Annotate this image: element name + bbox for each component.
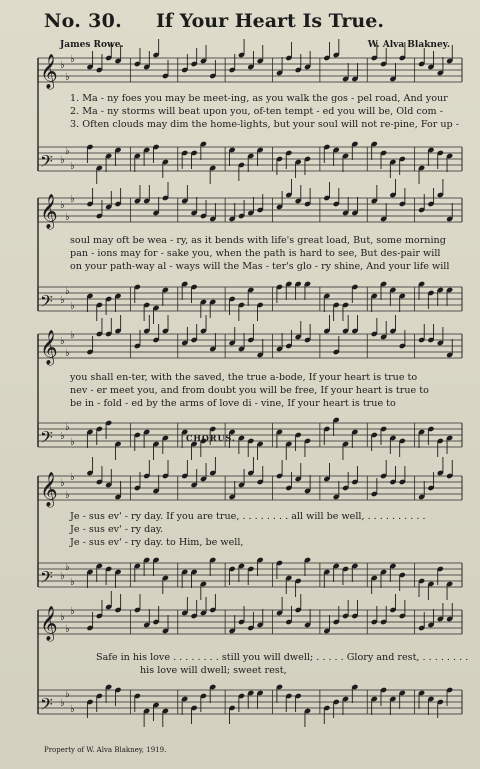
svg-text:♭: ♭ (60, 698, 65, 709)
svg-text:𝄢: 𝄢 (40, 694, 53, 718)
svg-text:♭: ♭ (70, 330, 75, 341)
svg-text:♭: ♭ (60, 612, 65, 623)
lyric-line: his love will dwell; sweet rest, (140, 665, 287, 676)
lyric-line: Safe in his love . . . . . . . . still you will dwell; . . . . . Glory and rest, . . . . . . . . (96, 652, 469, 663)
lyric-line: 2. Ma - ny storms will beat upon you, of-ten tempt - ed you will be, Old com - (70, 106, 443, 117)
svg-text:𝄞: 𝄞 (40, 606, 58, 641)
composer-credit: W. Alva Blakney. (367, 40, 450, 50)
svg-text:♭: ♭ (70, 161, 75, 172)
svg-text:♭: ♭ (60, 571, 65, 582)
svg-text:♭: ♭ (60, 336, 65, 347)
lyricist-credit: James Rowe. (60, 40, 124, 50)
svg-text:♭: ♭ (70, 301, 75, 312)
svg-text:♭: ♭ (60, 155, 65, 166)
svg-text:♭: ♭ (60, 200, 65, 211)
svg-text:𝄞: 𝄞 (40, 472, 58, 507)
svg-text:♭: ♭ (65, 422, 70, 433)
copyright-footer: Property of W. Alva Blakney, 1919. (44, 746, 167, 754)
lyric-line: soul may oft be wea - ry, as it bends with life's great load, But, some morning (70, 235, 446, 246)
lyric-line: 1. Ma - ny foes you may be meet-ing, as you walk the gos - pel road, And your (70, 93, 448, 104)
lyric-line: on your path-way al - ways will the Mas - ter's glo - ry shine, And your life will (70, 261, 450, 272)
lyric-line: pan - ions may for - sake you, when the path is hard to see, But des-pair will (70, 248, 441, 259)
svg-text:♭: ♭ (70, 577, 75, 588)
svg-text:♭: ♭ (60, 478, 65, 489)
svg-text:𝄢: 𝄢 (40, 567, 53, 591)
lyric-line: Je - sus ev' - ry day. to Him, be well, (70, 537, 244, 548)
svg-text:♭: ♭ (65, 212, 70, 223)
lyric-line: 3. Often clouds may dim the home-lights, but your soul will not re-pine, For up - (70, 119, 459, 130)
svg-text:𝄢: 𝄢 (40, 427, 53, 451)
svg-text:♭: ♭ (65, 624, 70, 635)
svg-text:♭: ♭ (60, 295, 65, 306)
hymn-number: No. 30. (44, 10, 123, 32)
svg-text:♭: ♭ (65, 72, 70, 83)
svg-text:♭: ♭ (70, 606, 75, 617)
svg-text:♭: ♭ (70, 54, 75, 65)
svg-text:𝄢: 𝄢 (40, 291, 53, 315)
svg-text:𝄢: 𝄢 (40, 151, 53, 175)
svg-text:♭: ♭ (65, 146, 70, 157)
svg-text:♭: ♭ (65, 562, 70, 573)
svg-text:♭: ♭ (70, 194, 75, 205)
svg-text:♭: ♭ (60, 431, 65, 442)
svg-text:♭: ♭ (60, 60, 65, 71)
chorus-label: CHORUS. (186, 433, 236, 443)
lyric-line: nev - er meet you, and from doubt you will be free, If your heart is true to (70, 385, 429, 396)
svg-text:𝄞: 𝄞 (40, 194, 58, 229)
lyric-line: be in - fold - ed by the arms of love di - vine, If your heart is true to (70, 398, 396, 409)
hymn-title: If Your Heart Is True. (156, 10, 384, 32)
svg-text:♭: ♭ (70, 472, 75, 483)
svg-text:♭: ♭ (65, 689, 70, 700)
svg-text:♭: ♭ (65, 490, 70, 501)
svg-text:♭: ♭ (70, 437, 75, 448)
svg-text:♭: ♭ (70, 704, 75, 715)
lyric-line: you shall en-ter, with the saved, the true a-bode, If your heart is true to (70, 372, 418, 383)
lyric-line: Je - sus ev' - ry day. (70, 524, 164, 535)
svg-text:♭: ♭ (65, 348, 70, 359)
svg-text:𝄞: 𝄞 (40, 330, 58, 365)
svg-text:𝄞: 𝄞 (40, 54, 58, 89)
svg-text:♭: ♭ (65, 286, 70, 297)
lyric-line: Je - sus ev' - ry day. If you are true, . . . . . . . . all will be well, . . . . . . . . . . (70, 511, 426, 522)
